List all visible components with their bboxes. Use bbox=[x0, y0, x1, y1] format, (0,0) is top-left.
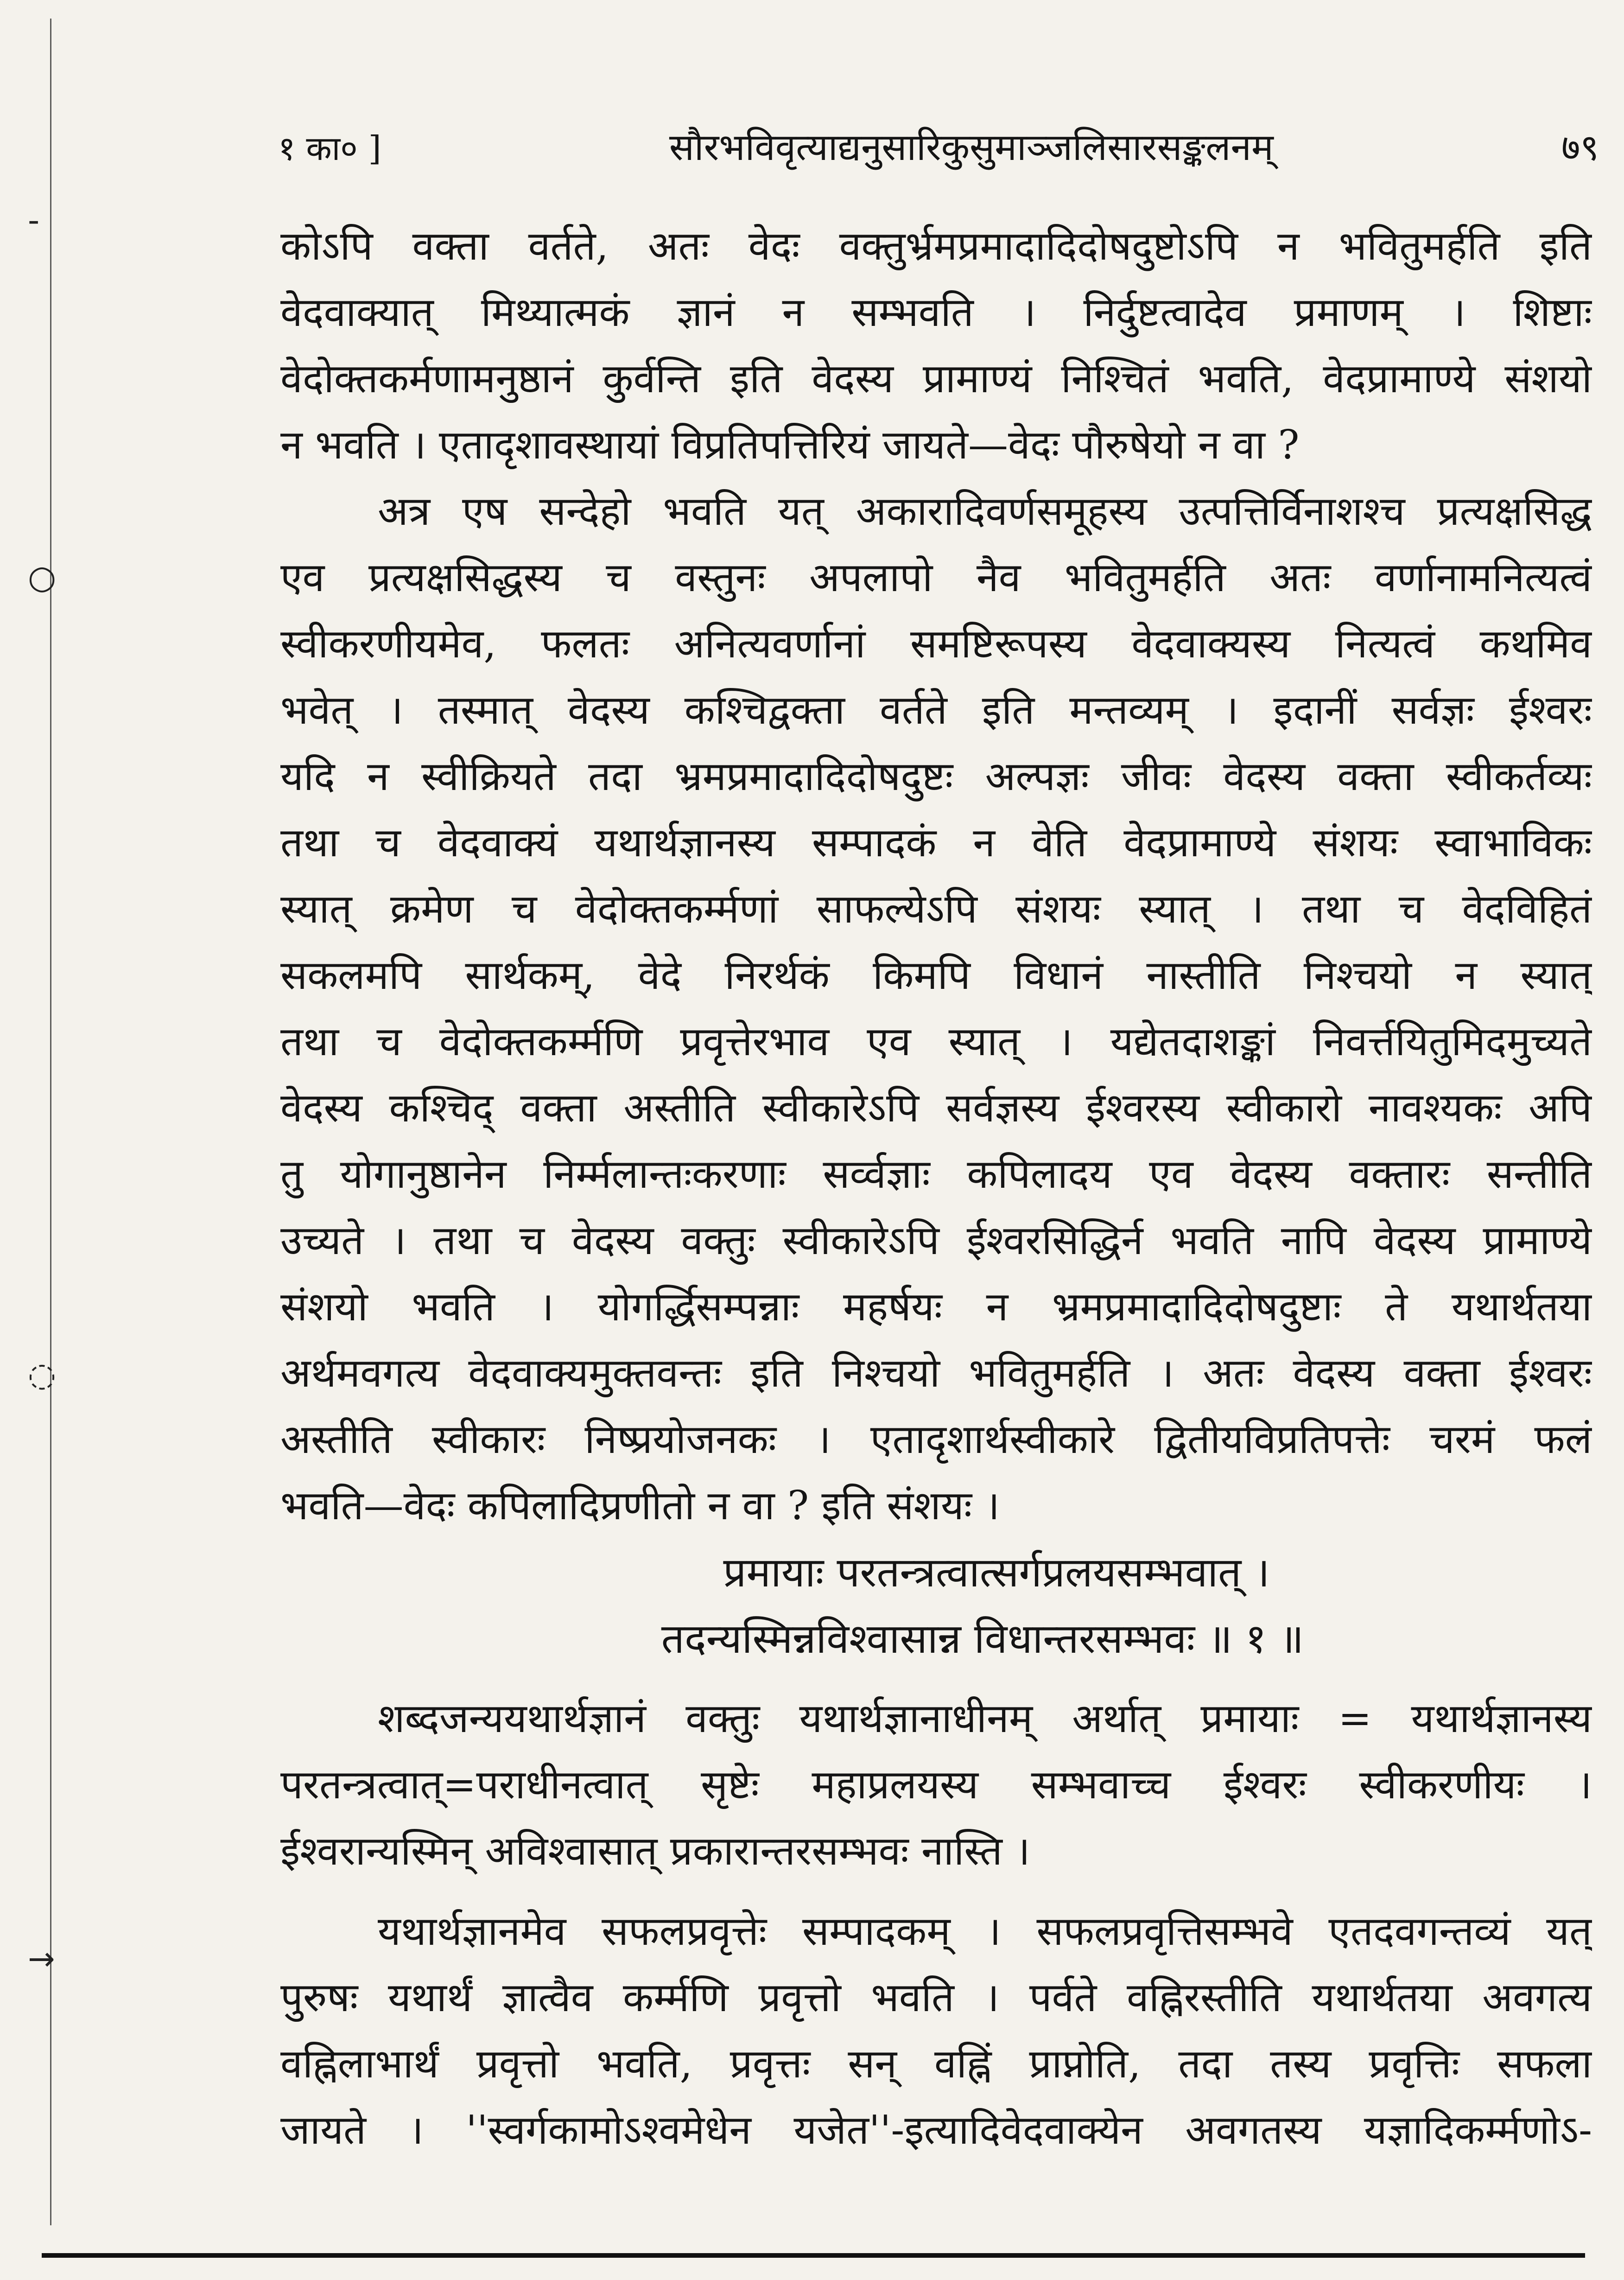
text-line: संशयो भवति । योगर्द्धिसम्पन्नाः महर्षयः न भ्रमप्रमादादिदोषदुष्टाः ते यथार्थतया bbox=[280, 1284, 1592, 1330]
chapter-folio: १ का० ] bbox=[278, 129, 381, 168]
binding-circle-mark: ○ bbox=[28, 558, 57, 596]
text-line: स्वीकरणीयमेव, फलतः अनित्यवर्णानां समष्टिरूपस्य वेदवाक्यस्य नित्यत्वं कथमिव bbox=[280, 621, 1592, 667]
binding-edge-line bbox=[50, 19, 51, 2225]
commentary-line: पुरुषः यथार्थं ज्ञात्वैव कर्म्मणि प्रवृत्तो भवति । पर्वते वह्निरस्तीति यथार्थतया अवगत्य bbox=[280, 1974, 1592, 2021]
text-line: तु योगानुष्ठानेन निर्म्मलान्तःकरणाः सर्व्वज्ञाः कपिलादय एव वेदस्य वक्तारः सन्तीति bbox=[280, 1151, 1592, 1197]
verse-line: तदन्यस्मिन्नविश्वासान्न विधान्तरसम्भवः ॥ १ ॥ bbox=[661, 1615, 1304, 1662]
commentary-line: जायते । ''स्वर्गकामोऽश्वमेधेन यजेत''-इत्यादिवेदवाक्येन अवगतस्य यज्ञादिकर्म्मणोऽ- bbox=[280, 2107, 1592, 2153]
text-line: यदि न स्वीक्रियते तदा भ्रमप्रमादादिदोषदुष्टः अल्पज्ञः जीवः वेदस्य वक्ता स्वीकर्तव्यः bbox=[280, 753, 1592, 800]
verse-line: प्रमायाः परतन्त्रत्वात्सर्गप्रलयसम्भवात् । bbox=[723, 1548, 1270, 1596]
text-line: वेदवाक्यात् मिथ्यात्मकं ज्ञानं न सम्भवति । निर्दुष्टत्वादेव प्रमाणम् । शिष्टाः bbox=[280, 289, 1592, 336]
text-line: भवति—वेदः कपिलादिप्रणीतो न वा ? इति संशयः । bbox=[280, 1483, 1000, 1529]
binding-tick-mark: - bbox=[28, 201, 40, 239]
page-title: सौरभविवृत्याद्यनुसारिकुसुमाञ्जलिसारसङ्कलनम् bbox=[669, 126, 1274, 169]
commentary-line: यथार्थज्ञानमेव सफलप्रवृत्तेः सम्पादकम् । सफलप्रवृत्तिसम्भवे एतदवगन्तव्यं यत् bbox=[378, 1908, 1592, 1955]
text-line: स्यात् क्रमेण च वेदोक्तकर्म्मणां साफल्येऽपि संशयः स्यात् । तथा च वेदविहितं bbox=[280, 886, 1592, 932]
text-line: तथा च वेदोक्तकर्म्मणि प्रवृत्तेरभाव एव स्यात् । यद्येतदाशङ्कां निवर्त्तयितुमिदमुच्यते bbox=[280, 1019, 1592, 1065]
text-line: अत्र एष सन्देहो भवति यत् अकारादिवर्णसमूहस्य उत्पत्तिर्विनाशश्च प्रत्यक्षसिद्ध bbox=[378, 488, 1592, 535]
text-line: एव प्रत्यक्षसिद्धस्य च वस्तुनः अपलापो नैव भवितुमर्हति अतः वर्णानामनित्यत्वं bbox=[280, 554, 1592, 601]
binding-hole-mark: ◌ bbox=[28, 1356, 57, 1394]
bottom-rule bbox=[42, 2253, 1585, 2258]
text-line: भवेत् । तस्मात् वेदस्य कश्चिद्वक्ता वर्तते इति मन्तव्यम् । इदानीं सर्वज्ञः ईश्वरः bbox=[280, 687, 1592, 733]
text-line: सकलमपि सार्थकम्, वेदे निरर्थकं किमपि विधानं नास्तीति निश्चयो न स्यात् bbox=[280, 952, 1592, 999]
commentary-line: परतन्त्रत्वात्=पराधीनत्वात् सृष्टेः महाप्रलयस्य सम्भवाच्च ईश्वरः स्वीकरणीयः । bbox=[280, 1762, 1592, 1808]
text-line: अर्थमवगत्य वेदवाक्यमुक्तवन्तः इति निश्चयो भवितुमर्हति । अतः वेदस्य वक्ता ईश्वरः bbox=[280, 1350, 1592, 1396]
text-line: न भवति । एतादृशावस्थायां विप्रतिपत्तिरियं जायते—वेदः पौरुषेयो न वा ? bbox=[280, 422, 1300, 468]
running-header bbox=[278, 121, 1599, 176]
commentary-line: वह्निलाभार्थं प्रवृत्तो भवति, प्रवृत्तः सन् वह्निं प्राप्नोति, तदा तस्य प्रवृत्तिः सफला bbox=[280, 2041, 1592, 2087]
text-line: अस्तीति स्वीकारः निष्प्रयोजनकः । एतादृशार्थस्वीकारे द्वितीयविप्रतिपत्तेः चरमं फलं bbox=[280, 1416, 1592, 1463]
text-line: कोऽपि वक्ता वर्तते, अतः वेदः वक्तुर्भ्रमप्रमादादिदोषदुष्टोऽपि न भवितुमर्हति इति bbox=[280, 223, 1592, 269]
text-line: वेदोक्तकर्मणामनुष्ठानं कुर्वन्ति इति वेदस्य प्रामाण्यं निश्चितं भवति, वेदप्रामाण्ये संशयो bbox=[280, 356, 1592, 402]
text-line: वेदस्य कश्चिद् वक्ता अस्तीति स्वीकारेऽपि सर्वज्ञस्य ईश्वरस्य स्वीकारो नावश्यकः अपि bbox=[280, 1085, 1592, 1131]
text-line: उच्यते । तथा च वेदस्य वक्तुः स्वीकारेऽपि ईश्वरसिद्धिर्न भवति नापि वेदस्य प्रामाण्ये bbox=[280, 1217, 1592, 1264]
commentary-line: शब्दजन्ययथार्थज्ञानं वक्तुः यथार्थज्ञानाधीनम् अर्थात् प्रमायाः = यथार्थज्ञानस्य bbox=[378, 1695, 1592, 1742]
main-text bbox=[280, 213, 1592, 2164]
page-number: ७९ bbox=[1561, 127, 1599, 169]
binding-arrow-mark: → bbox=[28, 1940, 55, 1978]
text-line: तथा च वेदवाक्यं यथार्थज्ञानस्य सम्पादकं न वेति वेदप्रामाण्ये संशयः स्वाभाविकः bbox=[280, 820, 1592, 866]
commentary-line: ईश्वरान्यस्मिन् अविश्वासात् प्रकारान्तरसम्भवः नास्ति । bbox=[280, 1828, 1030, 1874]
